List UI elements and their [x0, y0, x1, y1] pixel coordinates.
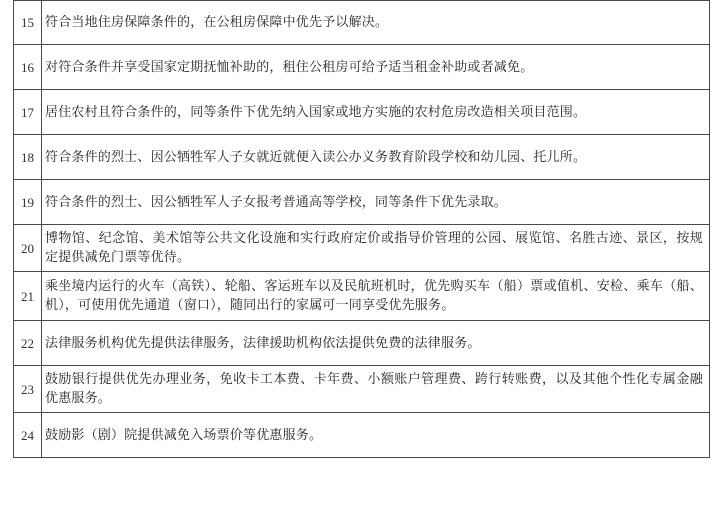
table-row [14, 366, 710, 413]
table-row [14, 1, 710, 45]
benefits-table [13, 0, 710, 458]
row-number: 24 [14, 413, 42, 458]
table-row [14, 225, 710, 272]
row-text: 博物馆、纪念馆、美术馆等公共文化设施和实行政府定价或指导价管理的公园、展览馆、名胜古迹、景区，按规定提供减免门票等优待。 [42, 225, 710, 272]
row-text: 乘坐境内运行的火车（高铁）、轮船、客运班车以及民航班机时，优先购买车（船）票或值机、安检、乘车（船、机），可使用优先通道（窗口），随同出行的家属可一同享受优先服务。 [42, 272, 710, 321]
table-row [14, 135, 710, 180]
row-text: 鼓励银行提供优先办理业务，免收卡工本费、卡年费、小额账户管理费、跨行转账费，以及其他个性化专属金融优惠服务。 [42, 366, 710, 413]
row-text: 符合当地住房保障条件的，在公租房保障中优先予以解决。 [42, 1, 710, 45]
row-text: 符合条件的烈士、因公牺牲军人子女就近就便入读公办义务教育阶段学校和幼儿园、托儿所。 [42, 135, 710, 180]
table-row [14, 90, 710, 135]
row-number: 19 [14, 180, 42, 225]
table-row [14, 272, 710, 321]
row-text: 法律服务机构优先提供法律服务，法律援助机构依法提供免费的法律服务。 [42, 321, 710, 366]
row-number: 21 [14, 272, 42, 321]
row-number: 15 [14, 1, 42, 45]
row-number: 20 [14, 225, 42, 272]
row-text: 符合条件的烈士、因公牺牲军人子女报考普通高等学校，同等条件下优先录取。 [42, 180, 710, 225]
row-number: 18 [14, 135, 42, 180]
table-row [14, 45, 710, 90]
table-row [14, 321, 710, 366]
table-row [14, 180, 710, 225]
row-text: 对符合条件并享受国家定期抚恤补助的，租住公租房可给予适当租金补助或者减免。 [42, 45, 710, 90]
row-number: 22 [14, 321, 42, 366]
row-text: 鼓励影（剧）院提供减免入场票价等优惠服务。 [42, 413, 710, 458]
row-number: 23 [14, 366, 42, 413]
row-number: 16 [14, 45, 42, 90]
row-number: 17 [14, 90, 42, 135]
table-row [14, 413, 710, 458]
row-text: 居住农村且符合条件的，同等条件下优先纳入国家或地方实施的农村危房改造相关项目范围。 [42, 90, 710, 135]
